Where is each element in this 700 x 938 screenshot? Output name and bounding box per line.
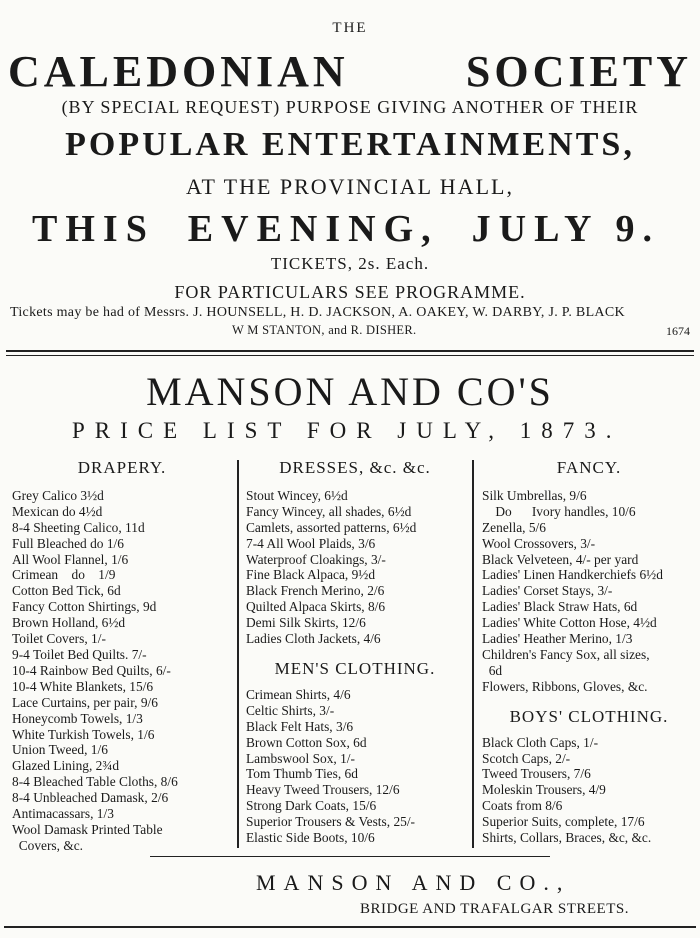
price-item: Ladies' Linen Handkerchiefs 6½d	[482, 567, 663, 583]
price-item: Scotch Caps, 2/-	[482, 750, 571, 766]
footer-address: BRIDGE AND TRAFALGAR STREETS.	[360, 901, 629, 917]
notice-the: THE	[332, 20, 368, 36]
price-item: Grey Calico 3½d	[12, 487, 104, 503]
price-item: Antimacassars, 1/3	[12, 806, 114, 822]
price-item: Silk Umbrellas, 9/6	[482, 487, 587, 503]
price-item: Strong Dark Coats, 15/6	[246, 798, 377, 814]
price-item: 8-4 Bleached Table Cloths, 8/6	[12, 774, 178, 790]
evening-word-date: JULY 9.	[471, 208, 660, 250]
price-item: Heavy Tweed Trousers, 12/6	[246, 782, 400, 798]
price-item: Shirts, Collars, Braces, &c, &c.	[482, 830, 652, 846]
entertainments-heading: POPULAR ENTERTAINMENTS,	[65, 126, 635, 163]
price-item: 9-4 Toilet Bed Quilts. 7/-	[12, 646, 147, 662]
price-item: Demi Silk Skirts, 12/6	[246, 615, 366, 631]
column-divider-1	[237, 460, 239, 848]
price-item: Crimean Shirts, 4/6	[246, 686, 351, 702]
price-item: All Wool Flannel, 1/6	[12, 551, 129, 567]
fancy-column	[482, 460, 696, 846]
price-item: 10-4 White Blankets, 15/6	[12, 678, 154, 694]
evening-word-this: THIS	[32, 208, 155, 250]
price-item: Black Felt Hats, 3/6	[246, 718, 354, 734]
price-item: Honeycomb Towels, 1/3	[12, 710, 143, 726]
price-item: Ladies' White Cotton Hose, 4½d	[482, 615, 657, 631]
price-item: Black Cloth Caps, 1/-	[482, 734, 599, 750]
price-item: Elastic Side Boots, 10/6	[246, 830, 375, 846]
price-item: Stout Wincey, 6½d	[246, 487, 348, 503]
society-name	[8, 46, 692, 97]
price-item: Ladies' Black Straw Hats, 6d	[482, 599, 638, 615]
advert-number: 1674	[666, 324, 690, 338]
price-item: Lambswool Sox, 1/-	[246, 750, 355, 766]
mens-clothing-heading: MEN'S CLOTHING.	[274, 658, 436, 678]
footer-firm-name: MANSON AND CO.,	[256, 870, 571, 895]
price-item: Do Ivory handles, 10/6	[482, 503, 636, 519]
price-item: Glazed Lining, 2¾d	[12, 758, 120, 774]
evening-word-evening: EVENING,	[187, 208, 439, 250]
drapery-column	[12, 460, 232, 854]
price-item: Toilet Covers, 1/-	[12, 631, 106, 647]
particulars-line: FOR PARTICULARS SEE PROGRAMME.	[174, 282, 526, 302]
price-item: Ladies' Heather Merino, 1/3	[482, 631, 633, 647]
price-item: Celtic Shirts, 3/-	[246, 702, 335, 718]
price-item: Full Bleached do 1/6	[12, 535, 124, 551]
society-word-society: SOCIETY	[465, 47, 692, 96]
mens-clothing-list	[246, 687, 464, 846]
evening-date-line	[32, 207, 660, 251]
price-item: Black French Merino, 2/6	[246, 583, 385, 599]
price-item: Wool Crossovers, 3/-	[482, 535, 596, 551]
drapery-heading: DRAPERY.	[77, 458, 167, 477]
society-word-caledonian: CALEDONIAN	[8, 47, 349, 96]
notice-divider-thin	[6, 355, 694, 356]
price-item: Moleskin Trousers, 4/9	[482, 782, 606, 798]
price-item: Ladies Cloth Jackets, 4/6	[246, 631, 381, 647]
price-item: Tweed Trousers, 7/6	[482, 766, 591, 782]
price-item: Union Tweed, 1/6	[12, 742, 108, 758]
ticket-agents-line-2: W M STANTON, and R. DISHER.	[232, 323, 417, 337]
page-bottom-rule	[4, 926, 696, 928]
fancy-heading: FANCY.	[556, 458, 622, 477]
column-divider-2	[472, 460, 474, 848]
price-item: Ladies' Corset Stays, 3/-	[482, 583, 613, 599]
drapery-list	[12, 488, 232, 854]
price-item: White Turkish Towels, 1/6	[12, 726, 155, 742]
notice-divider	[6, 350, 694, 352]
price-item: Fine Black Alpaca, 9½d	[246, 567, 376, 583]
fancy-list	[482, 488, 696, 695]
price-item: Superior Suits, complete, 17/6	[482, 814, 645, 830]
price-item: Wool Damask Printed Table	[12, 821, 163, 837]
boys-clothing-list	[482, 735, 696, 846]
price-item: Cotton Bed Tick, 6d	[12, 583, 121, 599]
price-item: Brown Holland, 6½d	[12, 615, 126, 631]
pricelist-firm-heading: MANSON AND CO'S	[146, 369, 554, 414]
price-item: Crimean do 1/9	[12, 567, 116, 583]
price-item: Black Velveteen, 4/- per yard	[482, 551, 639, 567]
price-item: 10-4 Rainbow Bed Quilts, 6/-	[12, 662, 171, 678]
price-item: 6d	[482, 662, 503, 678]
price-item: Quilted Alpaca Skirts, 8/6	[246, 599, 386, 615]
price-item: Brown Cotton Sox, 6d	[246, 734, 367, 750]
footer-divider	[150, 856, 550, 857]
price-item: 8-4 Unbleached Damask, 2/6	[12, 790, 169, 806]
price-item: Flowers, Ribbons, Gloves, &c.	[482, 678, 648, 694]
price-item: Coats from 8/6	[482, 798, 563, 814]
boys-clothing-heading: BOYS' CLOTHING.	[509, 706, 669, 726]
price-item: Fancy Wincey, all shades, 6½d	[246, 503, 412, 519]
dresses-list	[246, 488, 464, 647]
price-item: 7-4 All Wool Plaids, 3/6	[246, 535, 376, 551]
price-item: Tom Thumb Ties, 6d	[246, 766, 358, 782]
price-item: Covers, &c.	[12, 837, 84, 853]
price-item: Waterproof Cloakings, 3/-	[246, 551, 386, 567]
price-item: Mexican do 4½d	[12, 503, 103, 519]
venue-line: AT THE PROVINCIAL HALL,	[186, 174, 514, 199]
price-item: Superior Trousers & Vests, 25/-	[246, 814, 416, 830]
pricelist-title: PRICE LIST FOR JULY, 1873.	[72, 418, 622, 443]
dresses-heading: DRESSES, &c. &c.	[279, 458, 431, 477]
dresses-column	[246, 460, 464, 846]
price-item: Children's Fancy Sox, all sizes,	[482, 646, 650, 662]
ticket-agents-line-1: Tickets may be had of Messrs. J. HOUNSELL, H. D. JACKSON, A. OAKEY, W. DARBY, J. P. BLACK	[10, 305, 625, 320]
price-item: Fancy Cotton Shirtings, 9d	[12, 599, 157, 615]
special-request-line: (BY SPECIAL REQUEST) PURPOSE GIVING ANOTHER OF THEIR	[61, 97, 639, 117]
price-item: Camlets, assorted patterns, 6½d	[246, 519, 417, 535]
price-item: Zenella, 5/6	[482, 519, 546, 535]
tickets-price: TICKETS, 2s. Each.	[270, 254, 430, 273]
price-item: Lace Curtains, per pair, 9/6	[12, 694, 158, 710]
price-item: 8-4 Sheeting Calico, 11d	[12, 519, 145, 535]
